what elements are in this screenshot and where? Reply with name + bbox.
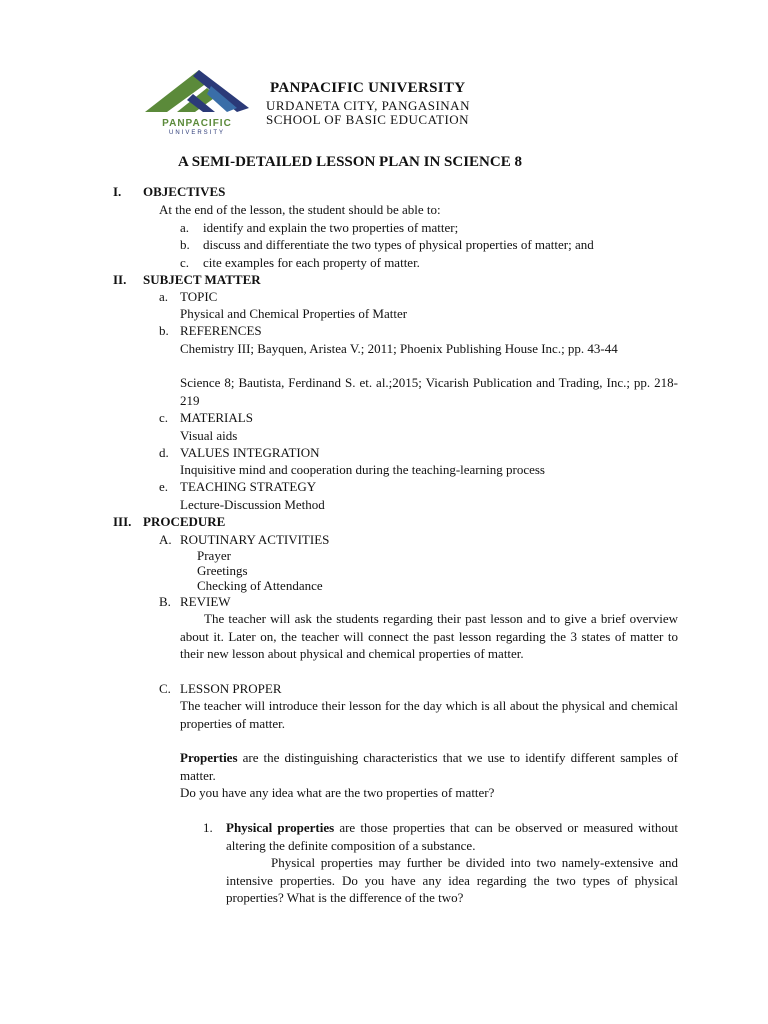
subsection-label: ROUTINARY ACTIVITIES	[180, 532, 330, 547]
list-marker: B.	[159, 594, 171, 609]
list-marker: e.	[159, 479, 169, 494]
section-number: II.	[113, 272, 127, 287]
physical-properties-term: Physical properties	[226, 820, 335, 835]
list-marker: A.	[159, 532, 172, 547]
properties-definition	[180, 749, 678, 784]
properties-question: Do you have any idea what are the two properties of matter?	[180, 785, 495, 800]
values-text: Inquisitive mind and cooperation during the teaching-learning process	[180, 462, 545, 477]
page-title: A SEMI-DETAILED LESSON PLAN IN SCIENCE 8	[178, 154, 522, 170]
section-heading-subject-matter: SUBJECT MATTER	[143, 272, 261, 287]
university-city: URDANETA CITY, PANGASINAN	[266, 98, 470, 113]
subsection-label: TEACHING STRATEGY	[180, 479, 317, 494]
review-text: The teacher will ask the students regarding their past lesson and to give a brief overview about it. Later on, the teacher will connect the past lesson regarding the 3 states of matter to their new lesson about physical and chemical properties of matter.	[180, 611, 678, 661]
subsection-label: TOPIC	[180, 289, 218, 304]
list-marker: b.	[159, 323, 169, 338]
reference-1: Chemistry III; Bayquen, Aristea V.; 2011; Phoenix Publishing House Inc.; pp. 43-44	[180, 341, 618, 356]
physical-properties-def: are those properties that can be observed or measured without altering the definite composition of a substance.	[226, 820, 679, 853]
school-name: SCHOOL OF BASIC EDUCATION	[266, 112, 470, 127]
objective-item: identify and explain the two properties of matter;	[203, 220, 459, 235]
materials-text: Visual aids	[180, 428, 238, 443]
routine-item: Checking of Attendance	[197, 578, 323, 593]
physical-properties-definition	[226, 819, 678, 854]
properties-def: are the distinguishing characteristics that we use to identify different samples of matter.	[180, 750, 678, 783]
list-marker: b.	[180, 237, 190, 252]
list-marker: a.	[180, 220, 190, 235]
subsection-label: LESSON PROPER	[180, 681, 282, 696]
strategy-text: Lecture-Discussion Method	[180, 497, 325, 512]
reference-2: Science 8; Bautista, Ferdinand S. et. al.;2015; Vicarish Publication and Trading, Inc.; pp. 218-219	[180, 375, 678, 408]
lesson-intro: The teacher will introduce their lesson for the day which is all about the physical and chemical properties of matter.	[180, 698, 678, 731]
routine-item: Prayer	[197, 548, 231, 563]
section-heading-objectives: OBJECTIVES	[143, 184, 226, 199]
physical-properties-more: Physical properties may further be divided into two namely-extensive and intensive properties. Do you have any idea regarding the two types of physical properties? What is the difference of the two?	[226, 855, 678, 905]
topic-text: Physical and Chemical Properties of Matter	[180, 306, 408, 321]
routine-item: Greetings	[197, 563, 248, 578]
list-marker: 1.	[203, 820, 213, 835]
logo-subtext: UNIVERSITY	[168, 130, 225, 136]
section-heading-procedure: PROCEDURE	[143, 514, 226, 529]
list-marker: a.	[159, 289, 169, 304]
university-name: PANPACIFIC UNIVERSITY	[270, 80, 466, 96]
subsection-label: REFERENCES	[180, 323, 262, 338]
list-marker: C.	[159, 681, 171, 696]
objective-item: discuss and differentiate the two types of physical properties of matter; and	[203, 237, 594, 252]
objective-item: cite examples for each property of matter.	[203, 255, 420, 270]
list-marker: d.	[159, 445, 169, 460]
properties-term: Properties	[180, 750, 238, 765]
section-number: I.	[113, 184, 122, 199]
list-marker: c.	[180, 255, 190, 270]
subsection-label: REVIEW	[180, 594, 231, 609]
logo-text: PANPACIFIC	[162, 118, 232, 129]
subsection-label: VALUES INTEGRATION	[180, 445, 320, 460]
list-marker: c.	[159, 410, 169, 425]
section-number: III.	[113, 514, 132, 529]
objectives-intro: At the end of the lesson, the student should be able to:	[159, 202, 441, 217]
subsection-label: MATERIALS	[180, 410, 253, 425]
university-logo	[137, 64, 257, 142]
